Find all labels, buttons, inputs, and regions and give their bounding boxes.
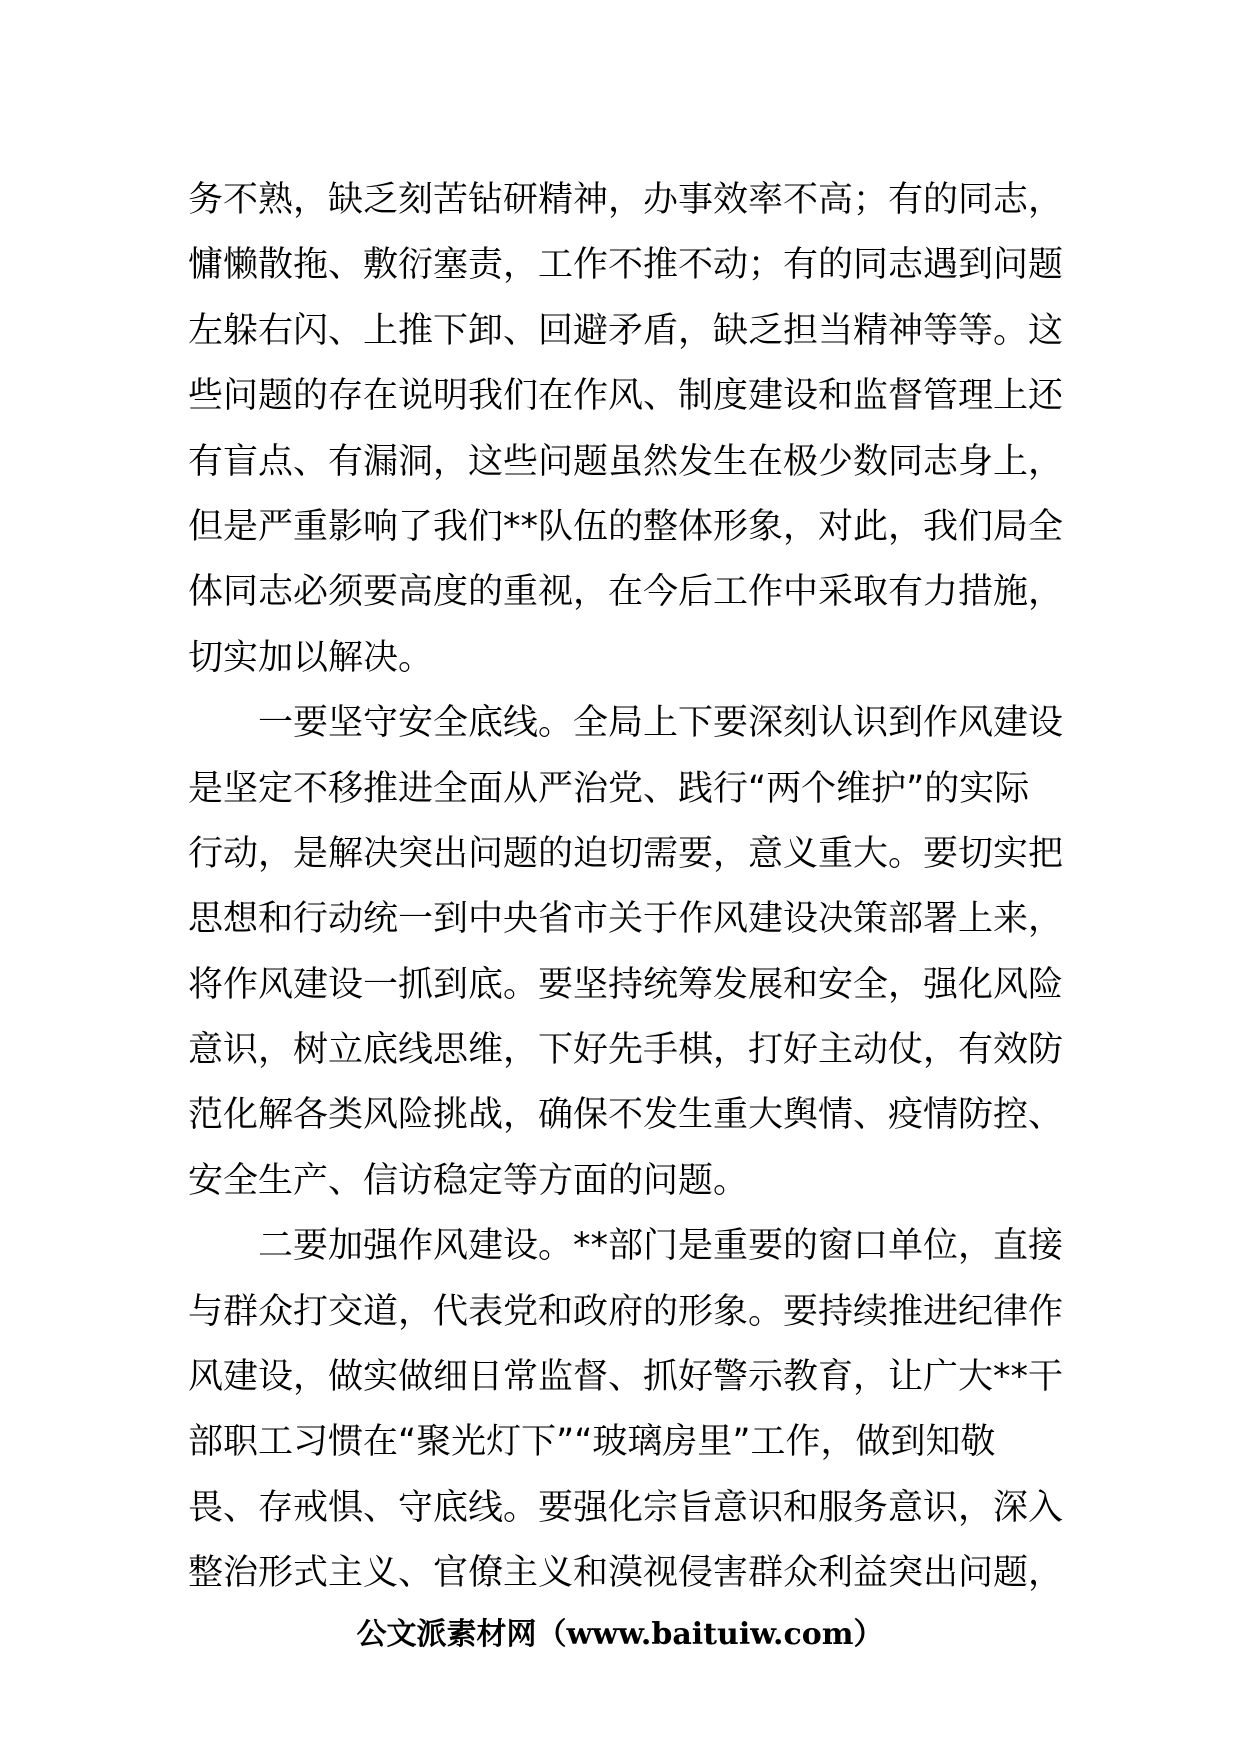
text-line: 些问题的存在说明我们在作风、制度建设和监督管理上还	[188, 376, 1064, 417]
text-line: 意识，树立底线思维，下好先手棋，打好主动仗，有效防	[188, 1030, 1064, 1071]
text-line: 风建设，做实做细日常监督、抓好警示教育，让广大**干	[188, 1357, 1064, 1398]
text-line: 行动，是解决突出问题的迫切需要，意义重大。要切实把	[188, 833, 1064, 874]
text-line: 是坚定不移推进全面从严治党、践行“两个维护”的实际	[188, 768, 1030, 809]
paragraph-first-line: 一要坚守安全底线。全局上下要深刻认识到作风建设	[258, 703, 1064, 744]
text-line: 整治形式主义、官僚主义和漠视侵害群众利益突出问题，	[188, 1553, 1064, 1594]
text-line: 切实加以解决。	[188, 637, 434, 678]
text-line: 体同志必须要高度的重视，在今后工作中采取有力措施，	[188, 572, 1064, 613]
text-line: 部职工习惯在“聚光灯下”“玻璃房里”工作，做到知敬	[188, 1422, 996, 1463]
body-text	[188, 168, 1068, 1607]
text-line: 有盲点、有漏洞，这些问题虽然发生在极少数同志身上，	[188, 441, 1064, 482]
text-line: 左躲右闪、上推下卸、回避矛盾，缺乏担当精神等等。这	[188, 310, 1064, 351]
text-line: 与群众打交道，代表党和政府的形象。要持续推进纪律作	[188, 1291, 1064, 1332]
footer-watermark: 公文派素材网（www.baituiw.com）	[356, 1617, 884, 1652]
text-line: 但是严重影响了我们**队伍的整体形象，对此，我们局全	[188, 506, 1064, 547]
text-line: 范化解各类风险挑战，确保不发生重大舆情、疫情防控、	[188, 1095, 1064, 1136]
text-line: 将作风建设一抓到底。要坚持统筹发展和安全，强化风险	[188, 964, 1064, 1005]
paragraph-first-line: 二要加强作风建设。**部门是重要的窗口单位，直接	[258, 1226, 1064, 1267]
text-line: 畏、存戒惧、守底线。要强化宗旨意识和服务意识，深入	[188, 1487, 1064, 1528]
text-line: 安全生产、信访稳定等方面的问题。	[188, 1160, 749, 1201]
text-line: 思想和行动统一到中央省市关于作风建设决策部署上来，	[188, 899, 1064, 940]
text-line: 慵懒散拖、敷衍塞责，工作不推不动；有的同志遇到问题	[188, 245, 1064, 286]
text-line: 务不熟，缺乏刻苦钻研精神，办事效率不高；有的同志，	[188, 180, 1064, 220]
